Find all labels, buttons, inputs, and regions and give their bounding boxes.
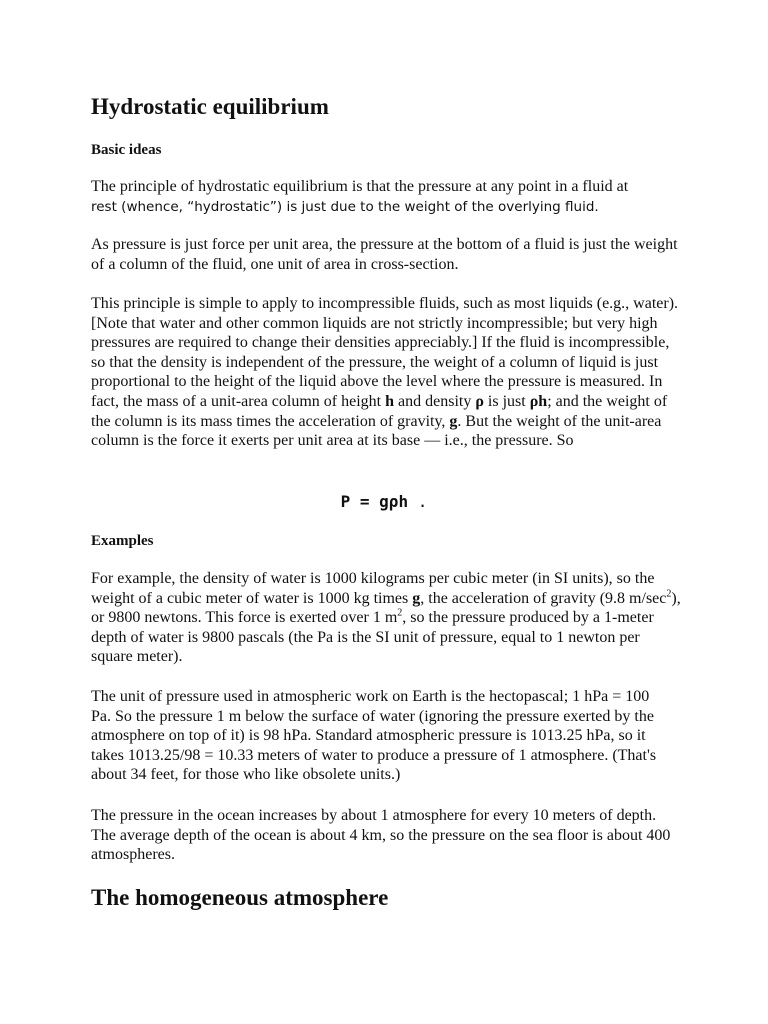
paragraph-ocean-pressure: The pressure in the ocean increases by about 1 atmosphere for every 10 meters of depth. The average depth of the ocean is about 4 km, so the pressure on the sea floor is about 400 atmospheres. [91,807,671,864]
paragraph-text: , so the pressure produced by a 1-meter depth of water is 9800 pascals (the Pa is the SI unit of pressure, equal to 1 newton per square meter). [91,609,654,666]
symbol-rho-h: ρh [529,392,548,410]
paragraph-text: This principle is simple to apply to incompressible fluids, such as most liquids (e.g., water). [Note that water and other common liquids are not strictly incompressible; but very high pressures are required to change their densities appreciably.] If the fluid is incompressible, so that the density is independent of the pressure, the weight of a column of liquid is just proportional to the height of the liquid above the level where the pressure is measured. In fact, the mass of a unit-area column of height [91,295,679,410]
paragraph-text: . But the weight of the unit-area column is the force it exerts per unit area at its base — i.e., the pressure. So [91,412,662,450]
paragraph-hectopascal: The unit of pressure used in atmospheric work on Earth is the hectopascal; 1 hPa = 100 Pa. So the pressure 1 m below the surface of water (ignoring the pressure exerted by the atmosphere on top of it) is 98 hPa. Standard atmospheric pressure is 1013.25 hPa, so it takes 1013.25/98 = 10.33 meters of water to produce a pressure of 1 atmosphere. (That's about 34 feet, for those who like obsolete units.) [91,688,657,784]
symbol-h: h [385,392,395,410]
section-heading-basic-ideas: Basic ideas [91,142,162,158]
section-heading-examples: Examples [91,533,154,549]
paragraph-pressure-definition: As pressure is just force per unit area, the pressure at the bottom of a fluid is just the weight of a column of the fluid, one unit of area in cross-section. [91,236,678,273]
paragraph-text: is just [483,392,530,410]
pressure-formula [0,492,768,511]
paragraph-text: ), or 9800 newtons. This force is exerted over 1 m [91,589,681,627]
page-title: Hydrostatic equilibrium [91,94,329,119]
paragraph-text: ; and the weight of the column is its mass times the acceleration of gravity, [91,392,668,430]
paragraph-text: and density [394,392,476,410]
paragraph-principle [91,177,691,217]
paragraph-text: The principle of hydrostatic equilibrium is that the pressure at any point in a fluid at [91,178,629,195]
formula-expression: P = gρh [340,492,409,511]
paragraph-water-example [91,569,683,667]
symbol-g: g [449,412,458,430]
paragraph-text: For example, the density of water is 1000 kilograms per cubic meter (in SI units), so the weight of a cubic meter of water is 1000 kg times [91,570,655,607]
formula-period: . [408,492,428,511]
paragraph-incompressible [91,294,687,451]
symbol-rho: ρ [475,392,484,410]
section-title-homogeneous-atmosphere: The homogeneous atmosphere [91,885,389,910]
superscript: 2 [397,607,403,619]
paragraph-text: , the acceleration of gravity (9.8 m/sec [420,589,667,607]
superscript: 2 [666,588,672,600]
symbol-g: g [412,589,421,607]
paragraph-text: rest (whence, “hydrostatic”) is just due to the weight of the overlying fluid. [91,198,599,215]
